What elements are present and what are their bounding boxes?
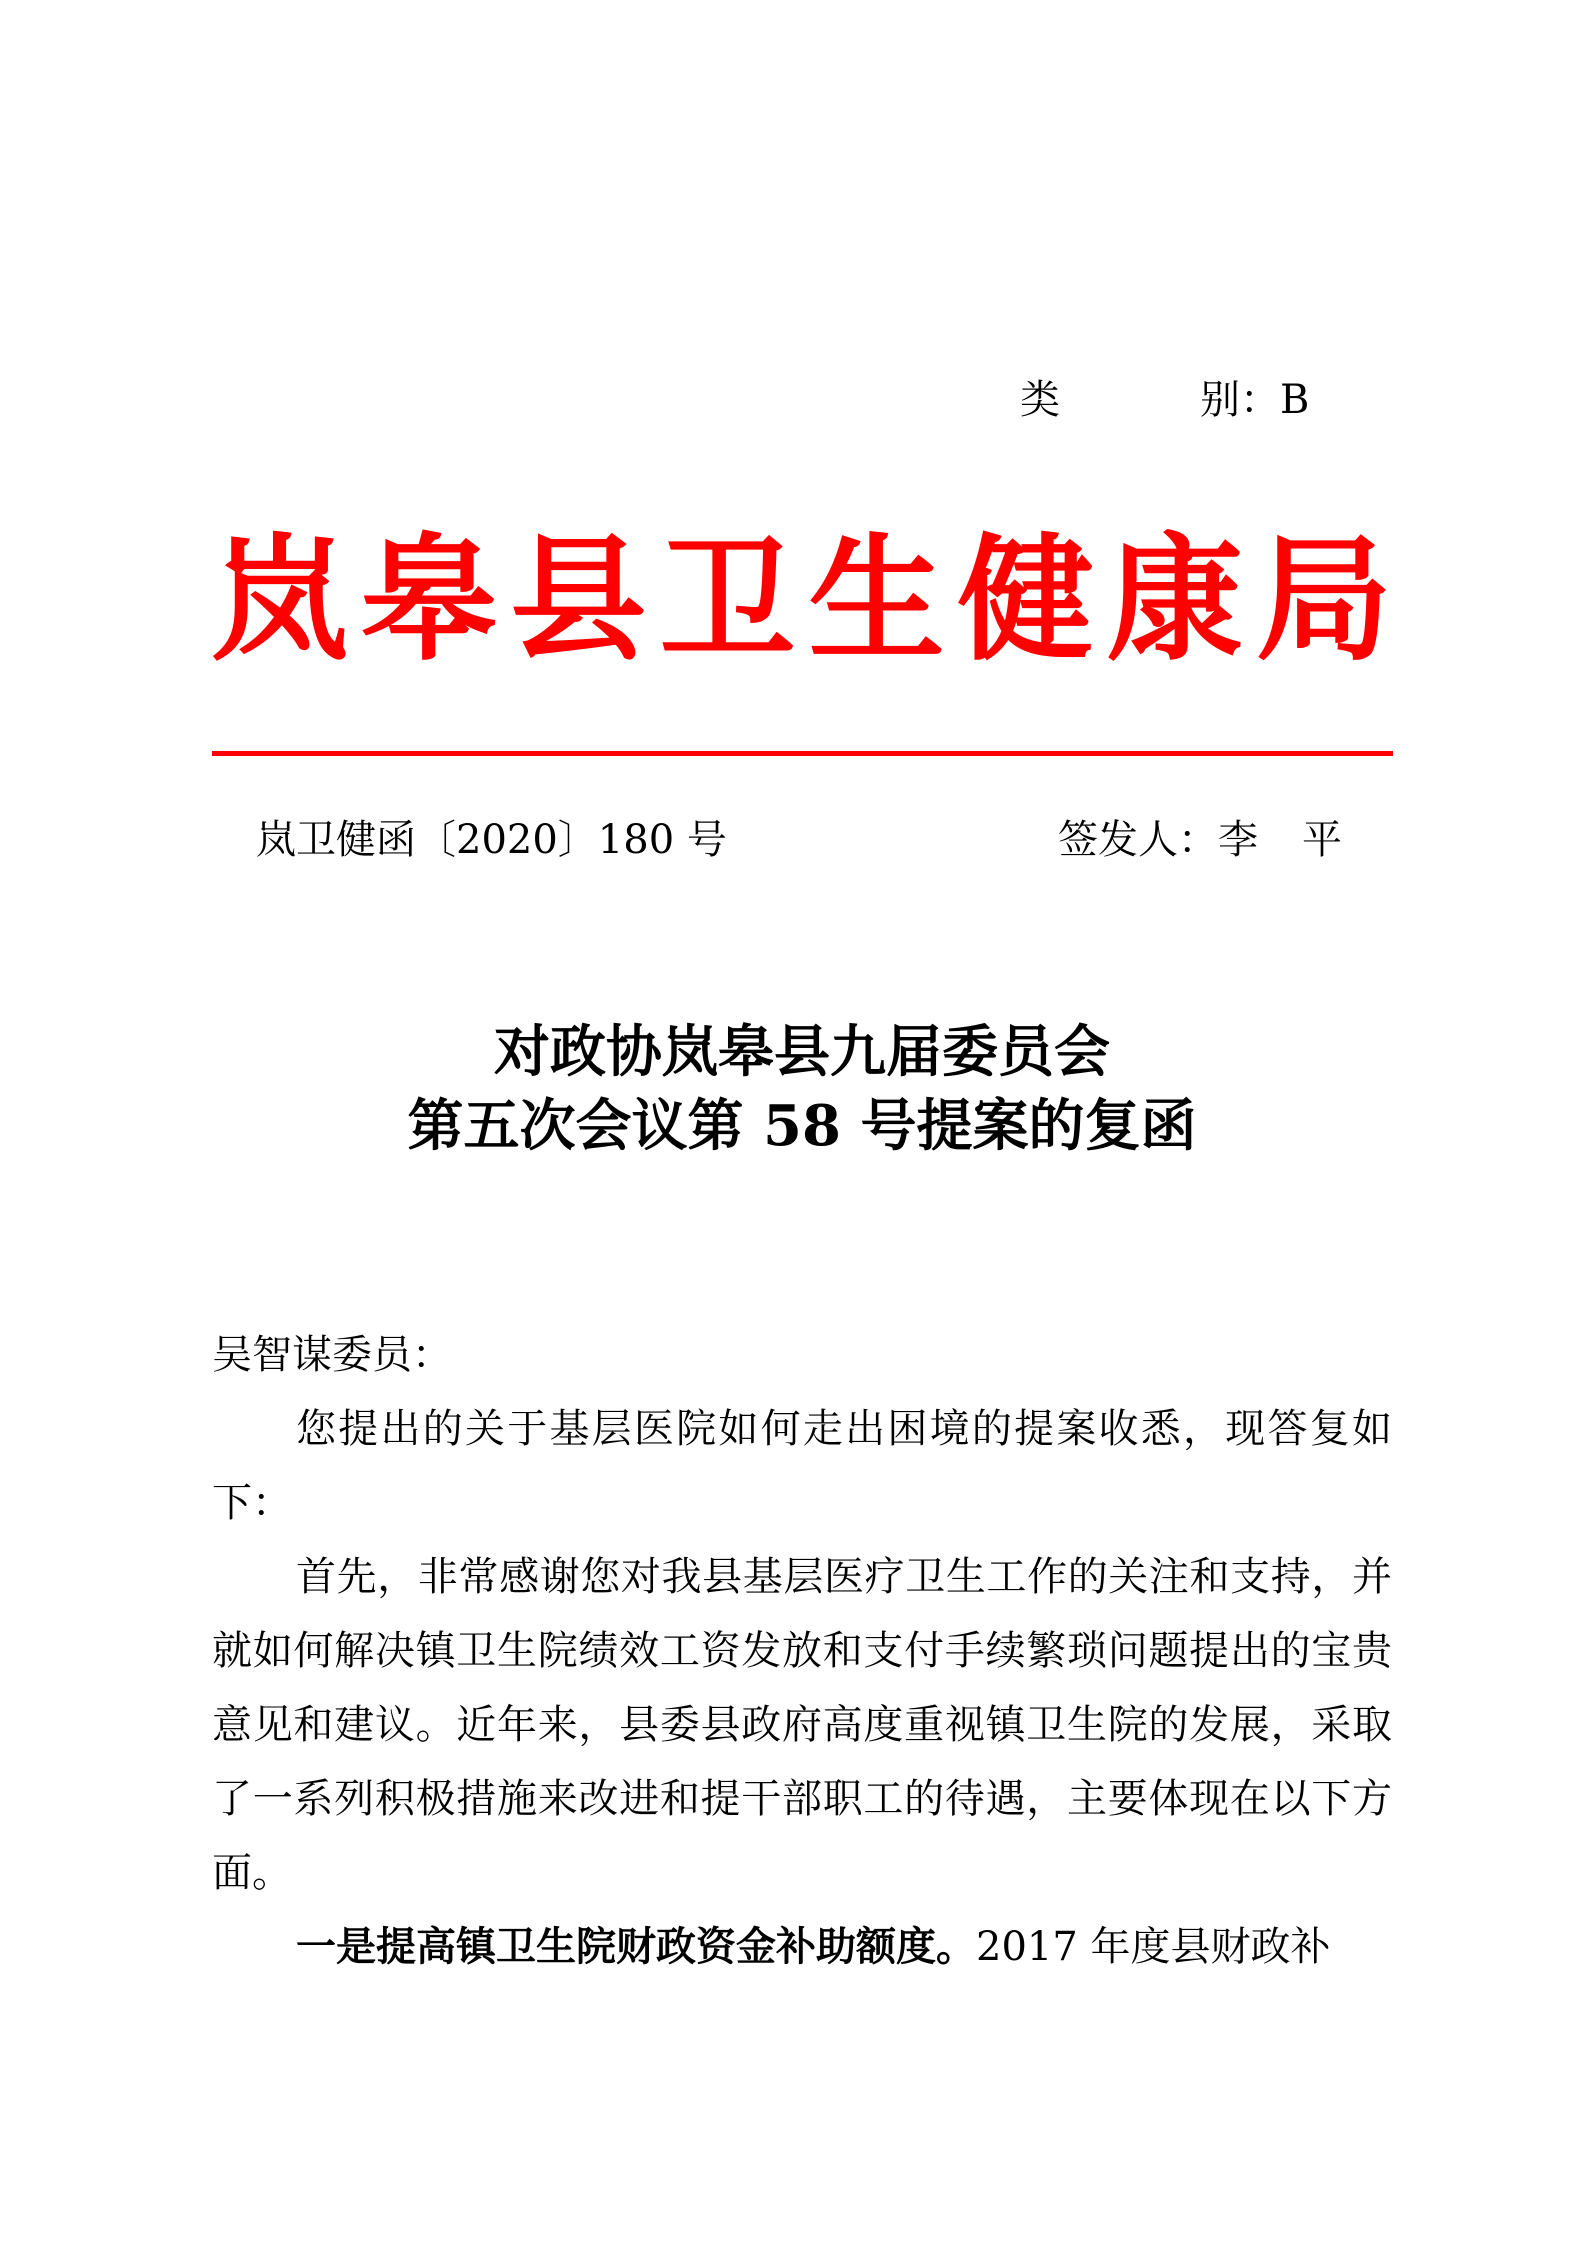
document-body xyxy=(212,1318,1392,1984)
header-char: 生 xyxy=(808,520,945,680)
salutation: 吴智谋委员： xyxy=(212,1332,452,1378)
title-line-1: 对政协岚皋县九届委员会 xyxy=(494,1019,1110,1085)
paragraph-3-text: 2017 年度县财政补 xyxy=(976,1924,1331,1970)
signer-line xyxy=(1058,808,1342,865)
paragraph-3-heading: 一是提高镇卫生院财政资金补助额度。 xyxy=(296,1923,976,1970)
header-char: 岚 xyxy=(212,520,348,680)
paragraph-1: 您提出的关于基层医院如何走出困境的提案收悉，现答复如下： xyxy=(212,1406,1392,1526)
header-char: 县 xyxy=(510,520,647,680)
paragraph-2: 首先，非常感谢您对我县基层医疗卫生工作的关注和支持，并就如何解决镇卫生院绩效工资发放和支付手续繁琐问题提出的宝贵意见和建议。近年来，县委县政府高度重视镇卫生院的发展，采取了一系列积极措施来改进和提干部职工的待遇，主要体现在以下方面。 xyxy=(212,1554,1392,1896)
signer-label: 签发人：李 xyxy=(1058,817,1258,863)
category-value: 别：B xyxy=(1200,377,1310,423)
header-char: 康 xyxy=(1106,520,1243,680)
header-char: 局 xyxy=(1255,520,1392,680)
header-char: 皋 xyxy=(361,520,498,680)
document-number: 岚卫健函〔2020〕180 号 xyxy=(256,817,727,863)
header-divider xyxy=(212,751,1393,756)
header-char: 健 xyxy=(957,520,1094,680)
document-title xyxy=(212,1015,1392,1163)
category-label: 类 xyxy=(1020,377,1060,423)
header-char: 卫 xyxy=(659,520,796,680)
category-line xyxy=(1020,368,1309,425)
paragraph-3 xyxy=(212,1910,1392,1984)
issuer-header xyxy=(212,515,1392,685)
signer-name-end: 平 xyxy=(1302,817,1342,863)
title-line-2: 第五次会议第 58 号提案的复函 xyxy=(407,1093,1197,1159)
